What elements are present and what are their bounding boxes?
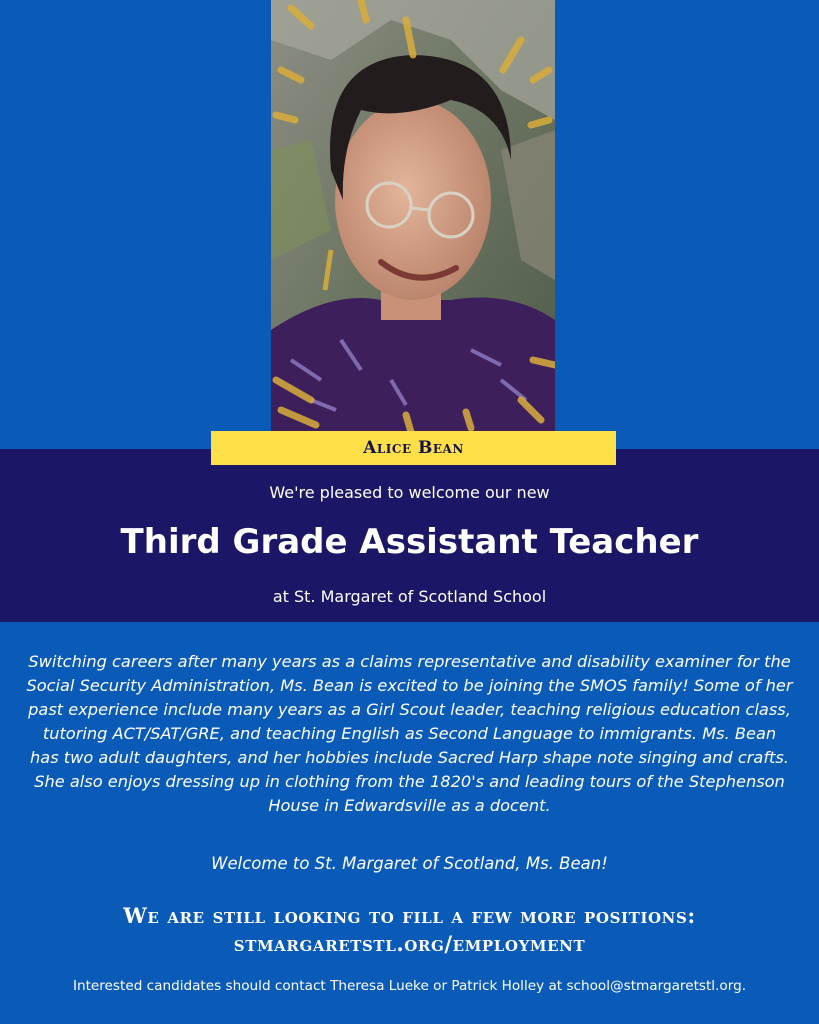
name-badge: Alice Bean [211, 431, 616, 465]
bio-paragraph: Switching careers after many years as a claims representative and disability examiner for the Social Security Administration, Ms. Bean is excited to be joining the SMOS family! Some of her past experience include many years as a Girl Scout leader, teaching religious education class, tutoring ACT/SAT/GRE, and teaching English as Second Language to immigrants. Ms. Bean has two adult daughters, and her hobbies include Sacred Harp shape note singing and crafts. She also enjoys dressing up in clothing from the 1820's and leading tours of the Stephenson House in Edwardsville as a docent. [26, 652, 793, 815]
hiring-line: We are still looking to fill a few more positions: [123, 903, 696, 928]
portrait-photo [271, 0, 555, 432]
welcome-closing: Welcome to St. Margaret of Scotland, Ms. Bean! [211, 854, 608, 873]
employment-link[interactable]: stmargaretstl.org/employment [233, 931, 586, 956]
welcome-line: We're pleased to welcome our new [269, 483, 550, 502]
portrait-illustration [271, 0, 555, 432]
hiring-notice [0, 902, 819, 958]
school-line: at St. Margaret of Scotland School [272, 587, 547, 606]
role-title: Third Grade Assistant Teacher [120, 522, 699, 562]
contact-line: Interested candidates should contact Theresa Lueke or Patrick Holley at school@stmargaretstl.org. [72, 978, 747, 994]
